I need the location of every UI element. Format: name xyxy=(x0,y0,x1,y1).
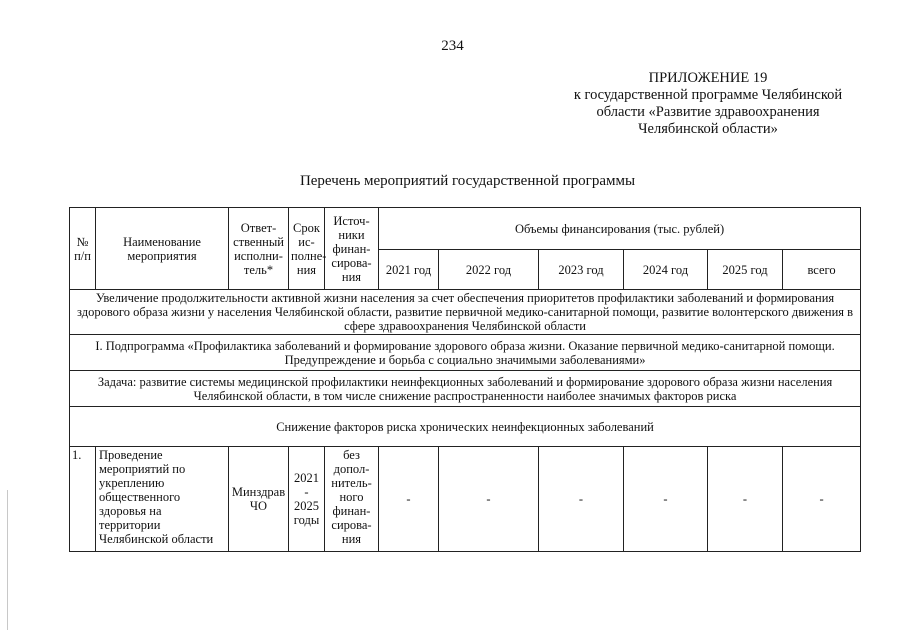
table-header-row xyxy=(70,208,861,250)
header-term: Срок ис-полне-ния xyxy=(289,208,325,290)
row-name-line: Челябинской области xyxy=(99,532,214,546)
header-2021: 2021 год xyxy=(379,250,439,290)
row-total: - xyxy=(783,447,861,552)
header-executor: Ответ-ственный исполни-тель* xyxy=(229,208,289,290)
row-term: 2021 - 2025 годы xyxy=(289,447,325,552)
subprogram-row xyxy=(70,335,861,371)
row-name-line: территории xyxy=(99,518,161,532)
document-title: Перечень мероприятий государственной программы xyxy=(299,173,636,189)
row-name-line: укреплению xyxy=(99,476,165,490)
section-row xyxy=(70,407,861,447)
row-2024: - xyxy=(624,447,708,552)
row-name xyxy=(96,447,229,552)
appendix-title: ПРИЛОЖЕНИЕ 19 xyxy=(648,70,768,86)
appendix-line-2: области «Развитие здравоохранения xyxy=(596,104,820,120)
row-name-line: здоровья на xyxy=(99,504,162,518)
header-total: всего xyxy=(783,250,861,290)
row-name-line: Проведение xyxy=(99,448,163,462)
row-source: без допол-нитель-ного финан-сирова-ния xyxy=(325,447,379,552)
goal-text: Увеличение продолжительности активной жизни населения за счет обеспечения приоритетов профилактики заболеваний и формирования здорового образа жизни у населения Челябинской области, развитие первичной медико-санитарной помощи, развитие волонтерского движения в сфере здравоохранения Челябинской области xyxy=(70,290,861,335)
header-2023: 2023 год xyxy=(539,250,624,290)
header-num: № п/п xyxy=(70,208,96,290)
scan-margin-mark xyxy=(7,490,8,630)
goal-row xyxy=(70,290,861,335)
header-2024: 2024 год xyxy=(624,250,708,290)
row-2022: - xyxy=(439,447,539,552)
row-num: 1. xyxy=(70,447,96,552)
appendix-line-3: Челябинской области» xyxy=(638,121,778,137)
row-name-line: общественного xyxy=(99,490,181,504)
row-2021: - xyxy=(379,447,439,552)
row-2023: - xyxy=(539,447,624,552)
appendix-block xyxy=(548,70,868,138)
header-funding: Объемы финансирования (тыс. рублей) xyxy=(379,208,861,250)
subprogram-text: I. Подпрограмма «Профилактика заболеваний и формирование здорового образа жизни. Оказание первичной медико-санитарной помощи. Предупреждение и борьба с социально значимыми заболеваниями» xyxy=(70,335,861,371)
row-executor: Минздрав ЧО xyxy=(229,447,289,552)
header-2025: 2025 год xyxy=(708,250,783,290)
header-name: Наименование мероприятия xyxy=(96,208,229,290)
row-2025: - xyxy=(708,447,783,552)
measures-table xyxy=(69,207,861,552)
task-text: Задача: развитие системы медицинской профилактики неинфекционных заболеваний и формирование здорового образа жизни населения Челябинской области, в том числе снижение распространенности наиболее значимых факторов риска xyxy=(70,371,861,407)
row-name-line: мероприятий по xyxy=(99,462,186,476)
header-2022: 2022 год xyxy=(439,250,539,290)
task-row xyxy=(70,371,861,407)
appendix-line-1: к государственной программе Челябинской xyxy=(573,87,843,103)
section-text: Снижение факторов риска хронических неинфекционных заболеваний xyxy=(70,407,861,447)
table-row xyxy=(70,447,861,552)
header-source: Источ-ники финан-сирова-ния xyxy=(325,208,379,290)
page-number: 234 xyxy=(441,38,464,54)
